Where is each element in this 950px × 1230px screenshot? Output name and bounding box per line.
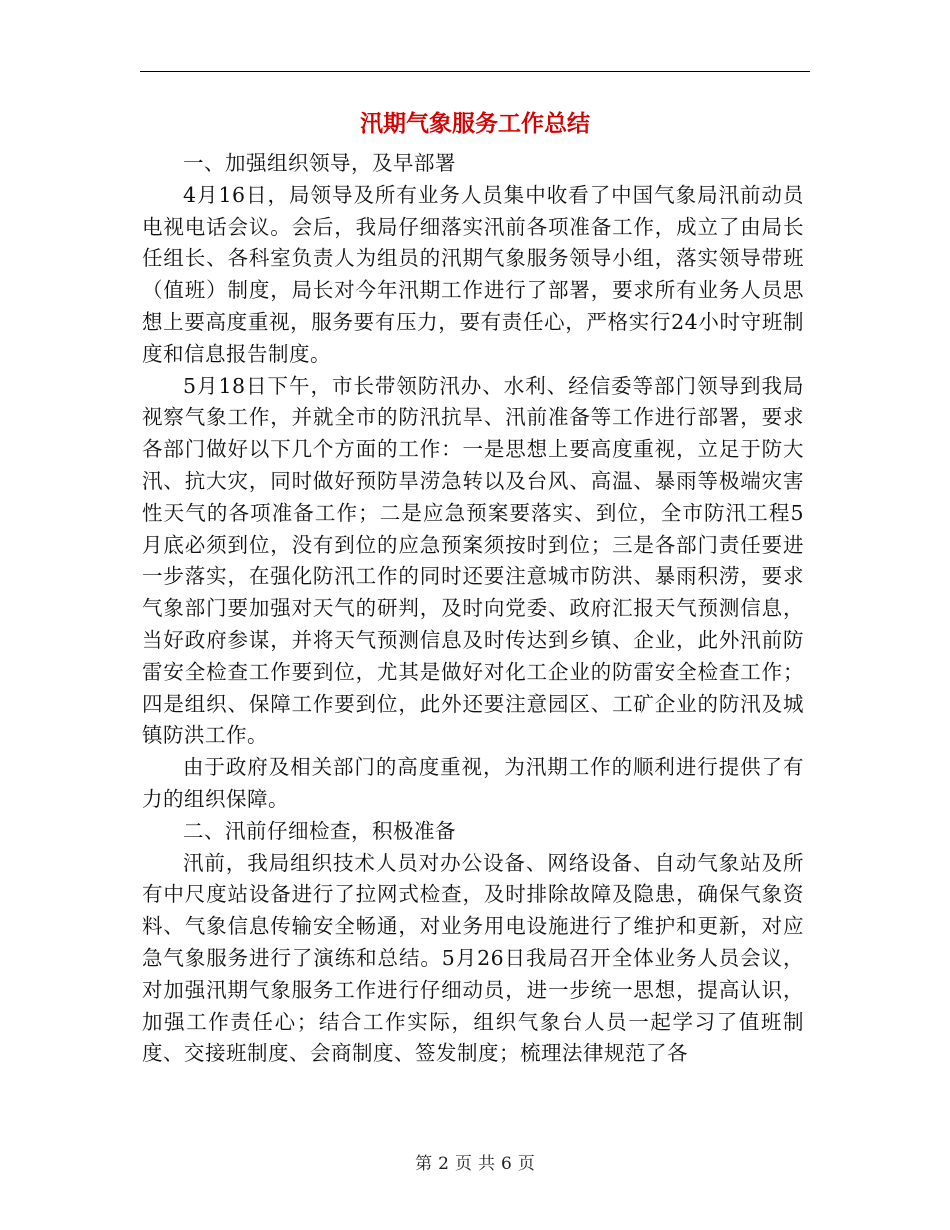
footer-total-pages: 6 <box>501 1154 512 1174</box>
section-heading-2: 二、汛前仔细检查，积极准备 <box>183 818 456 843</box>
footer-total-prefix: 共 <box>478 1154 495 1174</box>
paragraph-4: 汛前，我局组织技术人员对办公设备、网络设备、自动气象站及所有中尺度站设备进行了拉网式检查，及时排除故障及隐患，确保气象资料、气象信息传输安全畅通，对业务用电设施进行了维护和更新，对应急气象服务进行了演练和总结。5月26日我局召开全体业务人员会议，对加强汛期气象服务工作进行仔细动员，进一步统一思想，提高认识，加强工作责任心；结合工作实际，组织气象台人员一起学习了值班制度、交接班制度、会商制度、签发制度；梳理法律规范了各 <box>142 850 804 1066</box>
paragraph-3: 由于政府及相关部门的高度重视，为汛期工作的顺利进行提供了有力的组织保障。 <box>142 755 804 811</box>
footer-current-page: 2 <box>438 1154 449 1174</box>
footer-suffix: 页 <box>517 1154 535 1174</box>
footer-prefix: 第 <box>415 1154 433 1174</box>
paragraph-1: 4月16日，局领导及所有业务人员集中收看了中国气象局汛前动员电视电话会议。会后，我局仔细落实汛前各项准备工作，成立了由局长任组长、各科室负责人为组员的汛期气象服务领导小组，落实领导带班（值班）制度，局长对今年汛期工作进行了部署，要求所有业务人员思想上要高度重视，服务要有压力，要有责任心，严格实行24小时守班制度和信息报告制度。 <box>142 182 804 366</box>
document-body <box>142 148 804 1070</box>
paragraph-2: 5月18日下午，市长带领防汛办、水利、经信委等部门领导到我局视察气象工作，并就全市的防汛抗旱、汛前准备等工作进行部署，要求各部门做好以下几个方面的工作：一是思想上要高度重视，立足于防大汛、抗大灾，同时做好预防旱涝急转以及台风、高温、暴雨等极端灾害性天气的各项准备工作；二是应急预案要落实、到位，全市防汛工程5月底必须到位，没有到位的应急预案须按时到位；三是各部门责任要进一步落实，在强化防汛工作的同时还要注意城市防洪、暴雨积涝，要求气象部门要加强对天气的研判，及时向党委、政府汇报天气预测信息，当好政府参谋，并将天气预测信息及时传达到乡镇、企业，此外汛前防雷安全检查工作要到位，尤其是做好对化工企业的防雷安全检查工作；四是组织、保障工作要到位，此外还要注意园区、工矿企业的防汛及城镇防洪工作。 <box>142 373 804 748</box>
header-rule <box>140 71 810 72</box>
footer-page-word: 页 <box>455 1154 472 1174</box>
page-footer <box>0 1152 950 1176</box>
document-title: 汛期气象服务工作总结 <box>360 110 590 137</box>
section-heading-1: 一、加强组织领导，及早部署 <box>183 151 456 175</box>
